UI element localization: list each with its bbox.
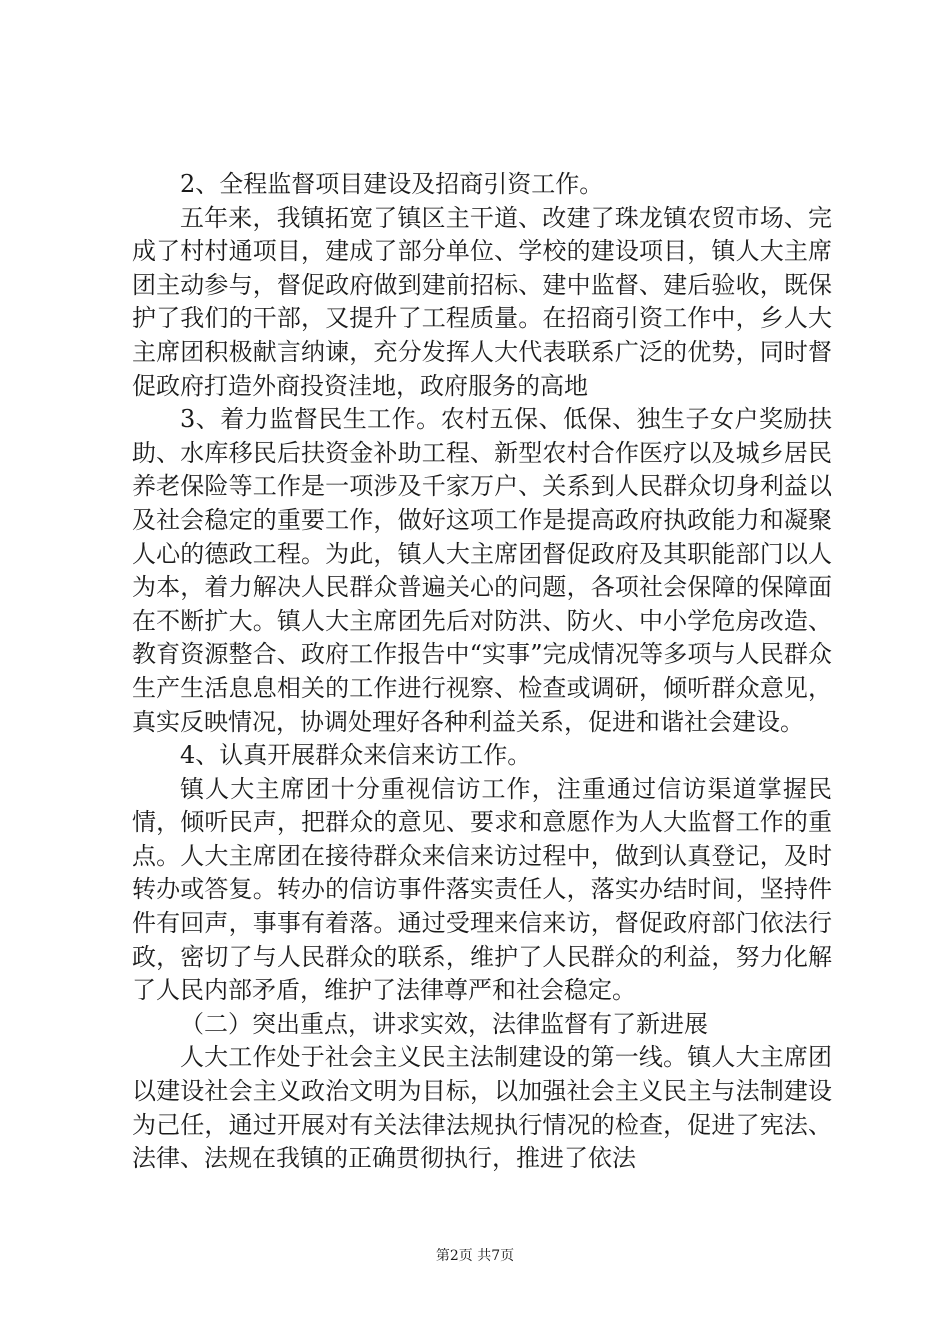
paragraph-project-supervision: 五年来，我镇拓宽了镇区主干道、改建了珠龙镇农贸市场、完成了村村通项目，建成了部分单位、学校的建设项目，镇人大主席团主动参与，督促政府做到建前招标、建中监督、建后验收，既保护了我们的干部，又提升了工程质量。在招商引资工作中，乡人大主席团积极献言纳谏，充分发挥人大代表联系广泛的优势，同时督促政府打造外商投资洼地，政府服务的高地 — [132, 203, 832, 400]
paragraph-legal-supervision: 人大工作处于社会主义民主法制建设的第一线。镇人大主席团以建设社会主义政治文明为目标，以加强社会主义民主与法制建设为己任，通过开展对有关法律法规执行情况的检查，促进了宪法、法律、法规在我镇的正确贯彻执行，推进了依法 — [132, 1043, 832, 1173]
paragraph-heading-4: 4、认真开展群众来信来访工作。 — [180, 741, 532, 770]
paragraph-livelihood-supervision: 3、着力监督民生工作。农村五保、低保、独生子女户奖励扶助、水库移民后扶资金补助工程、新型农村合作医疗以及城乡居民养老保险等工作是一项涉及千家万户、关系到人民群众切身利益以及社会稳定的重要工作，做好这项工作是提高政府执政能力和凝聚人心的德政工程。为此，镇人大主席团督促政府及其职能部门以人为本，着力解决人民群众普遍关心的问题，各项社会保障的保障面在不断扩大。镇人大主席团先后对防洪、防火、中小学危房改造、教育资源整合、政府工作报告中“实事”完成情况等多项与人民群众生产生活息息相关的工作进行视察、检查或调研，倾听群众意见，真实反映情况，协调处理好各种利益关系，促进和谐社会建设。 — [132, 405, 832, 736]
page-footer: 第2页 共7页 — [435, 1248, 515, 1264]
document-body — [132, 168, 832, 1176]
section-heading-legal-supervision: （二）突出重点，讲求实效，法律监督有了新进展 — [180, 1009, 708, 1038]
paragraph-heading-2: 2、全程监督项目建设及招商引资工作。 — [180, 170, 604, 198]
paragraph-petition-work: 镇人大主席团十分重视信访工作，注重通过信访渠道掌握民情，倾听民声，把群众的意见、要求和意愿作为人大监督工作的重点。人大主席团在接待群众来信来访过程中，做到认真登记，及时转办或答复。转办的信访事件落实责任人，落实办结时间，坚持件件有回声，事事有着落。通过受理来信来访，督促政府部门依法行政，密切了与人民群众的联系，维护了人民群众的利益，努力化解了人民内部矛盾，维护了法律尊严和社会稳定。 — [132, 774, 832, 1005]
